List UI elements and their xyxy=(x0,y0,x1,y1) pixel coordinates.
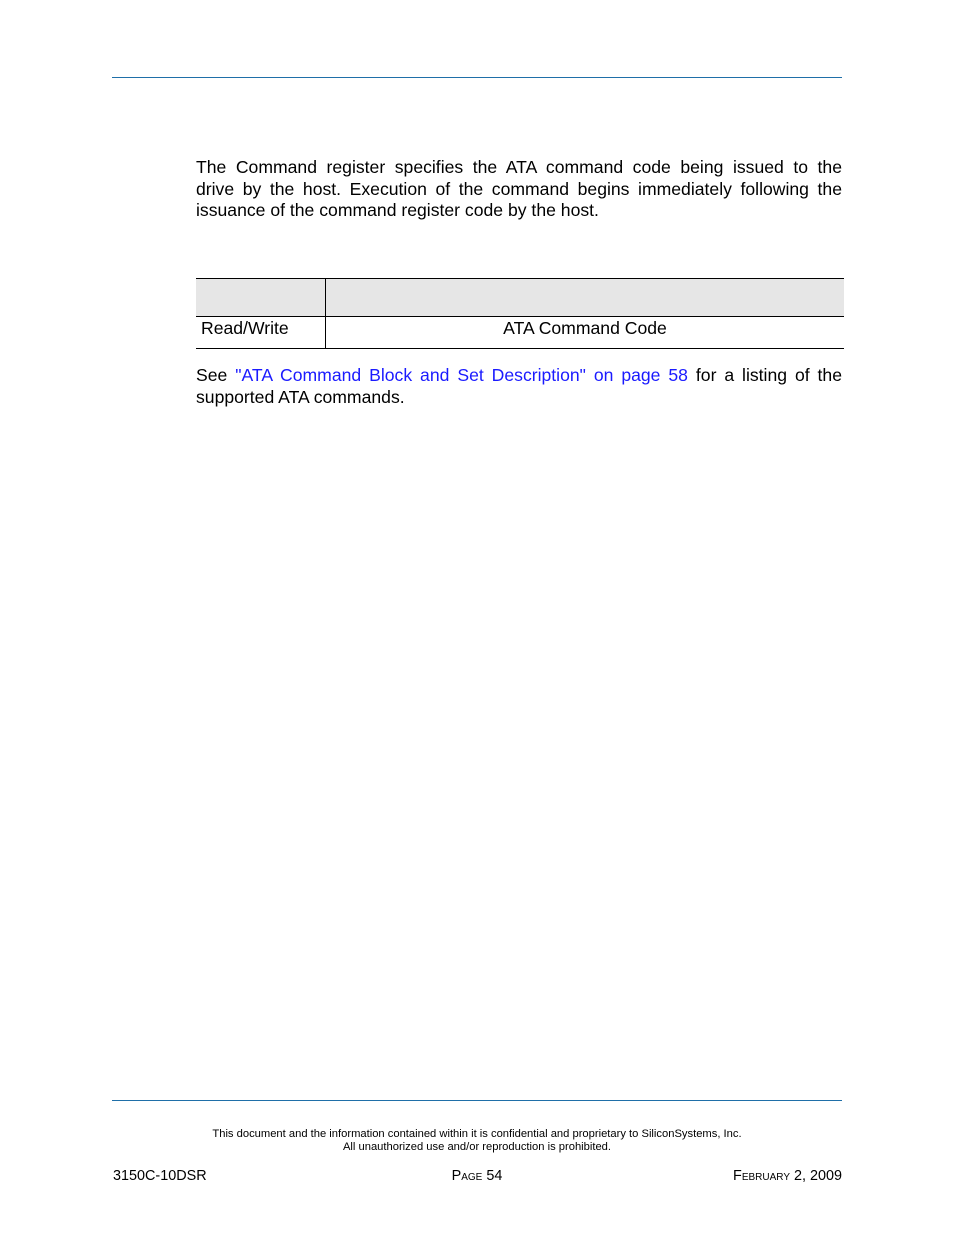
document-date: February 2, 2009 xyxy=(733,1168,842,1184)
notice-line: All unauthorized use and/or reproduction is prohibited. xyxy=(342,1141,612,1153)
ata-command-set-link[interactable]: "ATA Command Block and Set Description" on page 58 xyxy=(235,365,688,385)
page-number: Page 54 xyxy=(451,1168,503,1184)
header-rule xyxy=(112,77,842,78)
footer-rule xyxy=(112,1100,842,1101)
description-cell: ATA Command Code xyxy=(326,317,845,349)
command-register-table xyxy=(196,278,844,349)
access-cell: Read/Write xyxy=(196,317,326,349)
table-header-row xyxy=(196,279,844,317)
intro-line: The Command register specifies the ATA command code being issued to the xyxy=(196,157,842,177)
document-number: 3150C-10DSR xyxy=(113,1168,207,1184)
see-also-line2: supported ATA commands. xyxy=(196,386,405,407)
table-header-cell xyxy=(196,279,326,317)
see-also-line xyxy=(196,365,842,387)
intro-line: drive by the host. Execution of the command begins immediately following the xyxy=(196,178,842,199)
see-also-suffix: for a listing of the xyxy=(687,365,843,385)
intro-line: issuance of the command register code by the host. xyxy=(196,200,599,221)
see-also-prefix: See xyxy=(196,365,236,385)
intro-paragraph xyxy=(196,157,842,222)
notice-line: This document and the information contained within it is confidential and proprietary to SiliconSystems, Inc. xyxy=(212,1128,742,1140)
table-row xyxy=(196,317,844,349)
see-also-paragraph xyxy=(196,365,842,408)
confidentiality-notice xyxy=(112,1128,842,1154)
table-header-cell xyxy=(326,279,845,317)
